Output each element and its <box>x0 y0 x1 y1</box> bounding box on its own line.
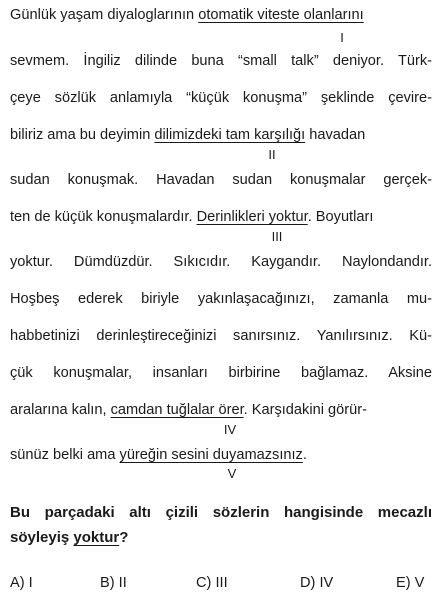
passage-line-9: habbetinizi derinleştireceğinizi sanırsınız. Yanılırsınız. Kü- <box>10 328 432 344</box>
passage-line-2: sevmem. İngiliz dilinde buna “small talk” deniyor. Türk- <box>10 53 432 69</box>
underlined-phrase-5: yüreğin sesini duyamazsınız <box>119 447 303 463</box>
underlined-phrase-1: otomatik viteste olanlarını <box>198 7 364 23</box>
marker-5: V <box>227 466 237 481</box>
text: . Boyutları <box>307 209 374 225</box>
question-line-1: Bu parçadaki altı çizili sözlerin hangisinde mecazlı <box>10 504 432 521</box>
text: aralarına kalın, <box>10 402 111 418</box>
passage-line-1 <box>10 6 364 24</box>
question-emphasis: yoktur <box>73 529 120 546</box>
option-e[interactable]: E) V <box>396 575 425 591</box>
passage-line-3: çeye sözlük anlamıyla “küçük konuşma” şeklinde çevire- <box>10 90 432 106</box>
marker-2: II <box>268 147 276 162</box>
passage-line-5: sudan konuşmak. Havadan sudan konuşmalar gerçek- <box>10 172 432 188</box>
underlined-phrase-3: Derinlikleri yoktur <box>196 209 308 225</box>
text: sünüz belki ama <box>10 447 120 463</box>
option-a[interactable]: A) I <box>10 575 33 591</box>
text: ten de küçük konuşmalardır. <box>10 209 197 225</box>
marker-3: III <box>271 229 283 244</box>
text: Günlük yaşam diyaloglarının <box>10 7 199 23</box>
text: havadan <box>305 127 366 143</box>
option-b[interactable]: B) II <box>100 575 127 591</box>
passage-line-7: yoktur. Dümdüzdür. Sıkıcıdır. Kaygandır. Naylondandır. <box>10 254 432 270</box>
option-d[interactable]: D) IV <box>300 575 334 591</box>
passage-line-11 <box>10 401 367 419</box>
marker-1: I <box>340 30 344 45</box>
passage-line-6 <box>10 208 373 226</box>
text: ? <box>119 529 129 546</box>
option-c[interactable]: C) III <box>196 575 228 591</box>
text: biliriz ama bu deyimin <box>10 127 155 143</box>
text: . <box>302 447 307 463</box>
text: . Karşıdakini görür- <box>243 402 367 418</box>
underlined-phrase-4: camdan tuğlalar örer <box>110 402 244 418</box>
passage-line-8: Hoşbeş ederek biriyle yakınlaşacağınızı, zamanla mu- <box>10 291 432 307</box>
text: söyleyiş <box>10 529 74 546</box>
underlined-phrase-2: dilimizdeki tam karşılığı <box>154 127 306 143</box>
question-line-2 <box>10 528 128 548</box>
marker-4: IV <box>223 422 237 437</box>
passage-line-10: çük konuşmalar, insanları birbirine bağlamaz. Aksine <box>10 365 432 381</box>
passage-line-12 <box>10 446 307 464</box>
passage-line-4 <box>10 126 365 144</box>
